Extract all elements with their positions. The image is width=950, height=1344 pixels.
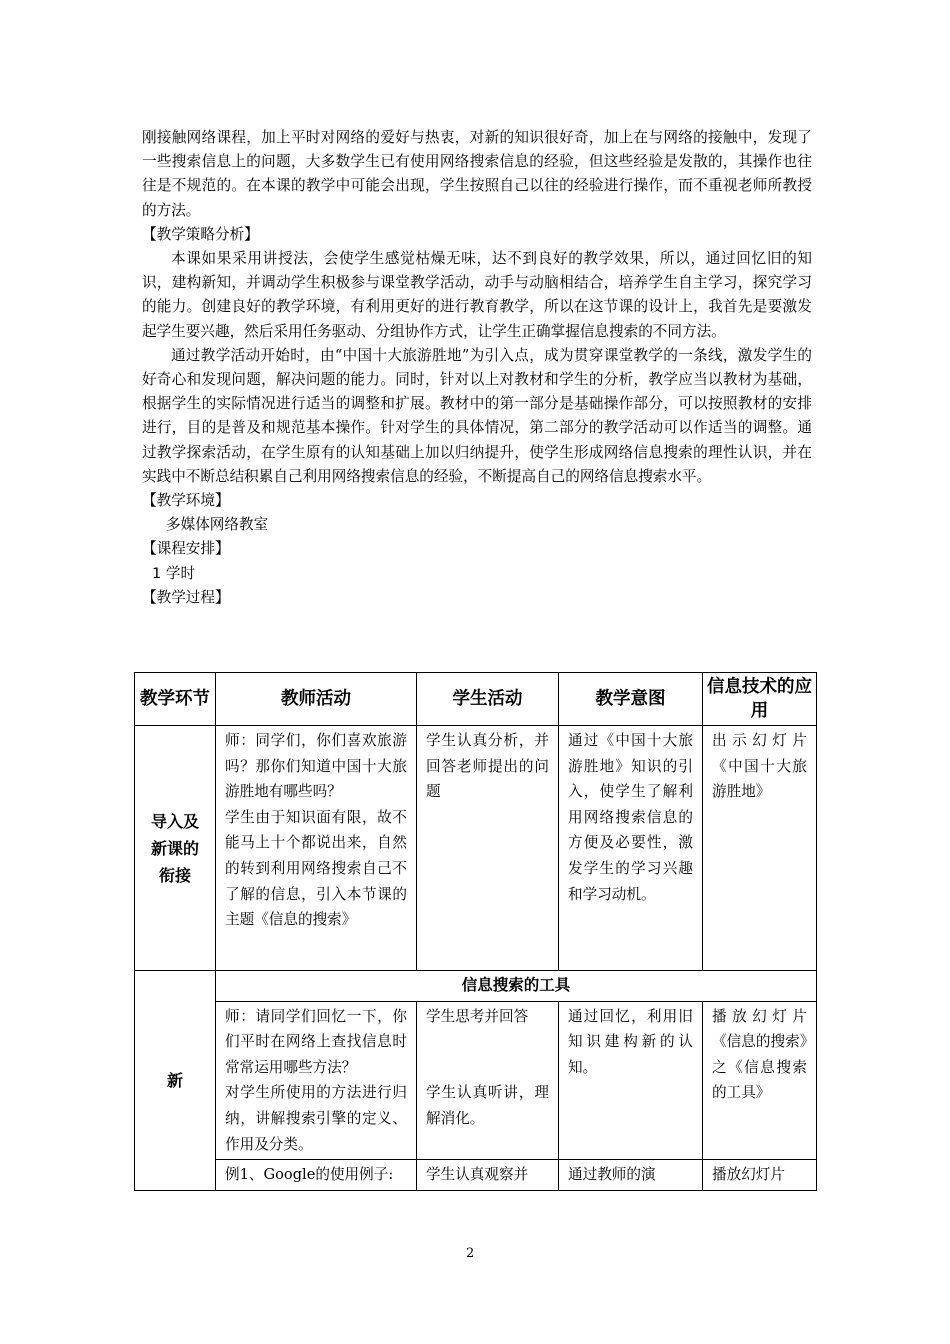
- student-activity-text: 学生认真听讲，理解消化。: [426, 1084, 549, 1127]
- tech-application-text: 出示幻灯片《中国十大旅游胜地》: [712, 732, 807, 801]
- table-row: [135, 1001, 817, 1160]
- teacher-activity-text: 例1、Google的使用例子:: [225, 1166, 394, 1184]
- teaching-intent-cell: [559, 1001, 703, 1160]
- teacher-activity-text: 师：请同学们回忆一下，你们平时在网络上查找信息时常常运用哪些方法？: [225, 1007, 407, 1076]
- table-header-row: [135, 673, 817, 726]
- teacher-activity-cell: [216, 726, 417, 971]
- body-text: [142, 126, 812, 610]
- strategy-heading: 【教学策略分析】: [142, 225, 259, 243]
- teaching-intent-text: 通过《中国十大旅游胜地》知识的引入，使学生了解利用网络搜索信息的方便及必要性，激发学生的学习兴趣和学习动机。: [568, 732, 693, 903]
- stage-cell-new: 新: [135, 971, 216, 1191]
- header-teaching-intent: 教学意图: [559, 673, 703, 726]
- student-activity-text: 学生认真观察并: [426, 1166, 529, 1184]
- teacher-activity-cell: [216, 1160, 417, 1191]
- paragraph-strategy: 本课如果采用讲授法，会使学生感觉枯燥无味，达不到良好的教学效果，所以，通过回忆旧的知识，建构新知，并调动学生积极参与课堂教学活动，动手与动脑相结合，培养学生自主学习，探究学习的能力。创建良好的教学环境，有利用更好的进行教育教学，所以在这节课的设计上，我首先是要激发起学生要兴趣，然后采用任务驱动、分组协作方式，让学生正确掌握信息搜索的不同方法。: [142, 250, 812, 340]
- tech-application-cell: [703, 1001, 817, 1160]
- tech-application-text: 播放幻灯片: [712, 1166, 785, 1184]
- student-activity-text: 学生认真分析，并回答老师提出的问题: [426, 732, 549, 801]
- table-row: [135, 971, 817, 1002]
- environment-heading: 【教学环境】: [142, 492, 230, 510]
- page-number: 2: [466, 1246, 475, 1261]
- teacher-activity-text: 师：同学们，你们喜欢旅游吗？那你们知道中国十大旅游胜地有哪些吗？: [225, 732, 407, 801]
- teaching-process-table: [134, 672, 817, 1191]
- tech-application-cell: [703, 1160, 817, 1191]
- table-row: [135, 1160, 817, 1191]
- process-heading: 【教学过程】: [142, 588, 230, 606]
- schedule-heading: 【课程安排】: [142, 540, 230, 558]
- header-stage: 教学环节: [135, 673, 216, 726]
- student-activity-cell: [417, 1001, 559, 1160]
- environment-value: 多媒体网络教室: [166, 516, 269, 534]
- student-activity-text: 学生思考并回答: [426, 1007, 529, 1025]
- tech-application-cell: [703, 726, 817, 971]
- student-activity-cell: [417, 1160, 559, 1191]
- teaching-intent-cell: [559, 726, 703, 971]
- schedule-value: 1 学时: [152, 564, 196, 582]
- section-title: 信息搜索的工具: [216, 971, 817, 1002]
- spacer: [426, 1029, 549, 1080]
- student-activity-cell: [417, 726, 559, 971]
- header-tech-application: 信息技术的应用: [703, 673, 817, 726]
- paragraph-activity: 通过教学活动开始时，由“中国十大旅游胜地”为引入点，成为贯穿课堂教学的一条线，激发学生的好奇心和发现问题，解决问题的能力。同时，针对以上对教材和学生的分析，教学应当以教材为基础，根据学生的实际情况进行适当的调整和扩展。教材中的第一部分是基础操作部分，可以按照教材的安排进行，目的是普及和规范基本操作。针对学生的具体情况，第二部分的教学活动可以作适当的调整。通过教学探索活动，在学生原有的认知基础上加以归纳提升，使学生形成网络信息搜索的理性认识，并在实践中不断总结积累自己利用网络搜索信息的经验，不断提高自己的网络信息搜索水平。: [142, 346, 812, 485]
- table-row: [135, 726, 817, 971]
- teacher-activity-cell: [216, 1001, 417, 1160]
- teacher-activity-text: 学生由于知识面有限，故不能马上十个都说出来，自然的转到利用网络搜索自己不了解的信息，引入本节课的主题《信息的搜索》: [225, 808, 407, 929]
- tech-application-text: 播放幻灯片《信息的搜索》之《信息搜索的工具》: [712, 1007, 807, 1102]
- header-teacher-activity: 教师活动: [216, 673, 417, 726]
- teacher-activity-text: 对学生所使用的方法进行归纳，讲解搜索引擎的定义、作用及分类。: [225, 1084, 407, 1153]
- teaching-intent-cell: [559, 1160, 703, 1191]
- stage-cell-intro: 导入及新课的衔接: [135, 726, 216, 971]
- teaching-intent-text: 通过教师的演: [568, 1166, 656, 1184]
- teaching-intent-text: 通过回忆，利用旧知识建构新的认知。: [568, 1007, 693, 1076]
- header-student-activity: 学生活动: [417, 673, 559, 726]
- paragraph-student-analysis: 刚接触网络课程，加上平时对网络的爱好与热衷，对新的知识很好奇，加上在与网络的接触中，发现了一些搜索信息上的问题，大多数学生已有使用网络搜索信息的经验，但这些经验是发散的，其操作也往往是不规范的。在本课的教学中可能会出现，学生按照自己以往的经验进行操作，而不重视老师所教授的方法。: [142, 129, 812, 219]
